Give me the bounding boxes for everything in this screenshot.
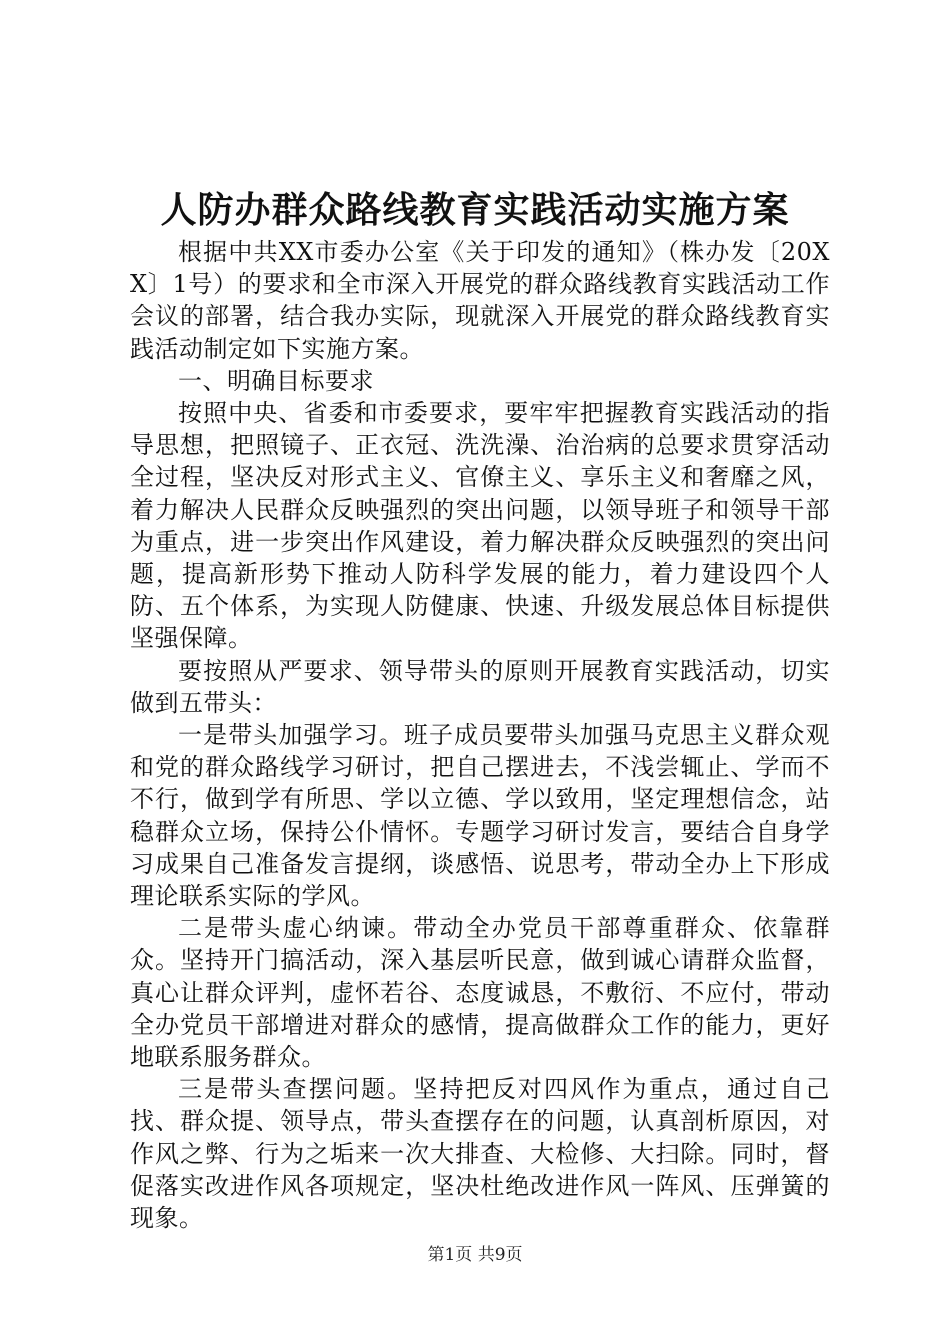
paragraph-lead-study: 一是带头加强学习。班子成员要带头加强马克思主义群众观和党的群众路线学习研讨，把自己摆进去，不浅尝辄止、学而不不行，做到学有所思、学以立德、学以致用，坚定理想信念，站稳群众立场，保持公仆情怀。专题学习研讨发言，要结合自身学习成果自己准备发言提纲，谈感悟、说思考，带动全办上下形成理论联系实际的学风。 — [130, 721, 830, 911]
document-title: 人防办群众路线教育实践活动实施方案 — [160, 189, 790, 231]
paragraph-requirements: 按照中央、省委和市委要求，要牢牢把握教育实践活动的指导思想，把照镜子、正衣冠、洗洗澡、治治病的总要求贯穿活动全过程，坚决反对形式主义、官僚主义、享乐主义和奢靡之风，着力解决人民群众反映强烈的突出问题，以领导班子和领导干部为重点，进一步突出作风建设，着力解决群众反映强烈的突出问题，提高新形势下推动人防科学发展的能力，着力建设四个人防、五个体系，为实现人防健康、快速、升级发展总体目标提供坚强保障。 — [130, 399, 830, 653]
page-number-footer: 第1页 共9页 — [427, 1245, 523, 1265]
paragraph-lead-advice: 二是带头虚心纳谏。带动全办党员干部尊重群众、依靠群众。坚持开门搞活动，深入基层听民意，做到诚心请群众监督，真心让群众评判，虚怀若谷、态度诚恳，不敷衍、不应付，带动全办党员干部增进对群众的感情，提高做群众工作的能力，更好地联系服务群众。 — [130, 914, 830, 1072]
paragraph-lead-problems: 三是带头查摆问题。坚持把反对四风作为重点，通过自己找、群众提、领导点，带头查摆存在的问题，认真剖析原因，对作风之弊、行为之垢来一次大排查、大检修、大扫除。同时，督促落实改进作风各项规定，坚决杜绝改进作风一阵风、压弹簧的现象。 — [130, 1075, 830, 1233]
paragraph-intro: 根据中共XX市委办公室《关于印发的通知》（株办发〔20XX〕1号）的要求和全市深入开展党的群众路线教育实践活动工作会议的部署，结合我办实际，现就深入开展党的群众路线教育实践活动制定如下实施方案。 — [130, 238, 830, 363]
document-body — [130, 236, 830, 1234]
paragraph-five-leads: 要按照从严要求、领导带头的原则开展教育实践活动，切实做到五带头： — [130, 656, 830, 717]
section-heading-1: 一、明确目标要求 — [178, 366, 374, 395]
